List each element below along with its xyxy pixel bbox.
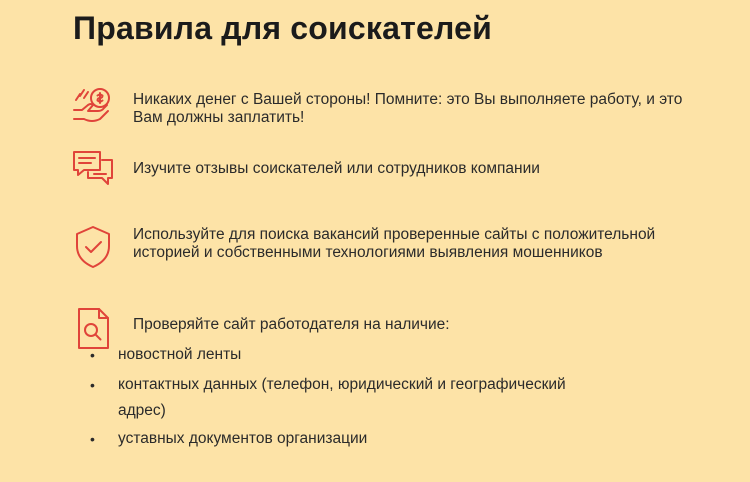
bullet-dot: • [90,377,95,393]
list-item [88,426,568,452]
list-item-label: контактных данных (телефон, юридический и географический адрес) [118,376,566,419]
rule-text-no-money: Никаких денег с Вашей стороны! Помните: это Вы выполняете работу, и это Вам должны заплатить! [133,91,683,126]
rule-text-trusted-sites: Используйте для поиска вакансий проверенные сайты с положительной историей и собственными технологиями выявления мошенников [133,226,656,261]
page-title: Правила для соискателей [73,10,492,46]
list-item [88,342,568,368]
list-item-label: уставных документов организации [118,430,368,447]
bullet-dot: • [90,431,95,447]
list-item-label: новостной ленты [118,346,242,363]
chat-bubbles-icon [70,148,116,194]
list-item [88,372,568,424]
rule-text-reviews: Изучите отзывы соискателей или сотрудников компании [133,160,540,177]
employer-checklist [88,342,568,452]
hand-money-icon [70,84,116,130]
rule-text-check-employer: Проверяйте сайт работодателя на наличие: [133,316,450,333]
shield-check-icon [70,224,116,270]
bullet-dot: • [90,347,95,363]
